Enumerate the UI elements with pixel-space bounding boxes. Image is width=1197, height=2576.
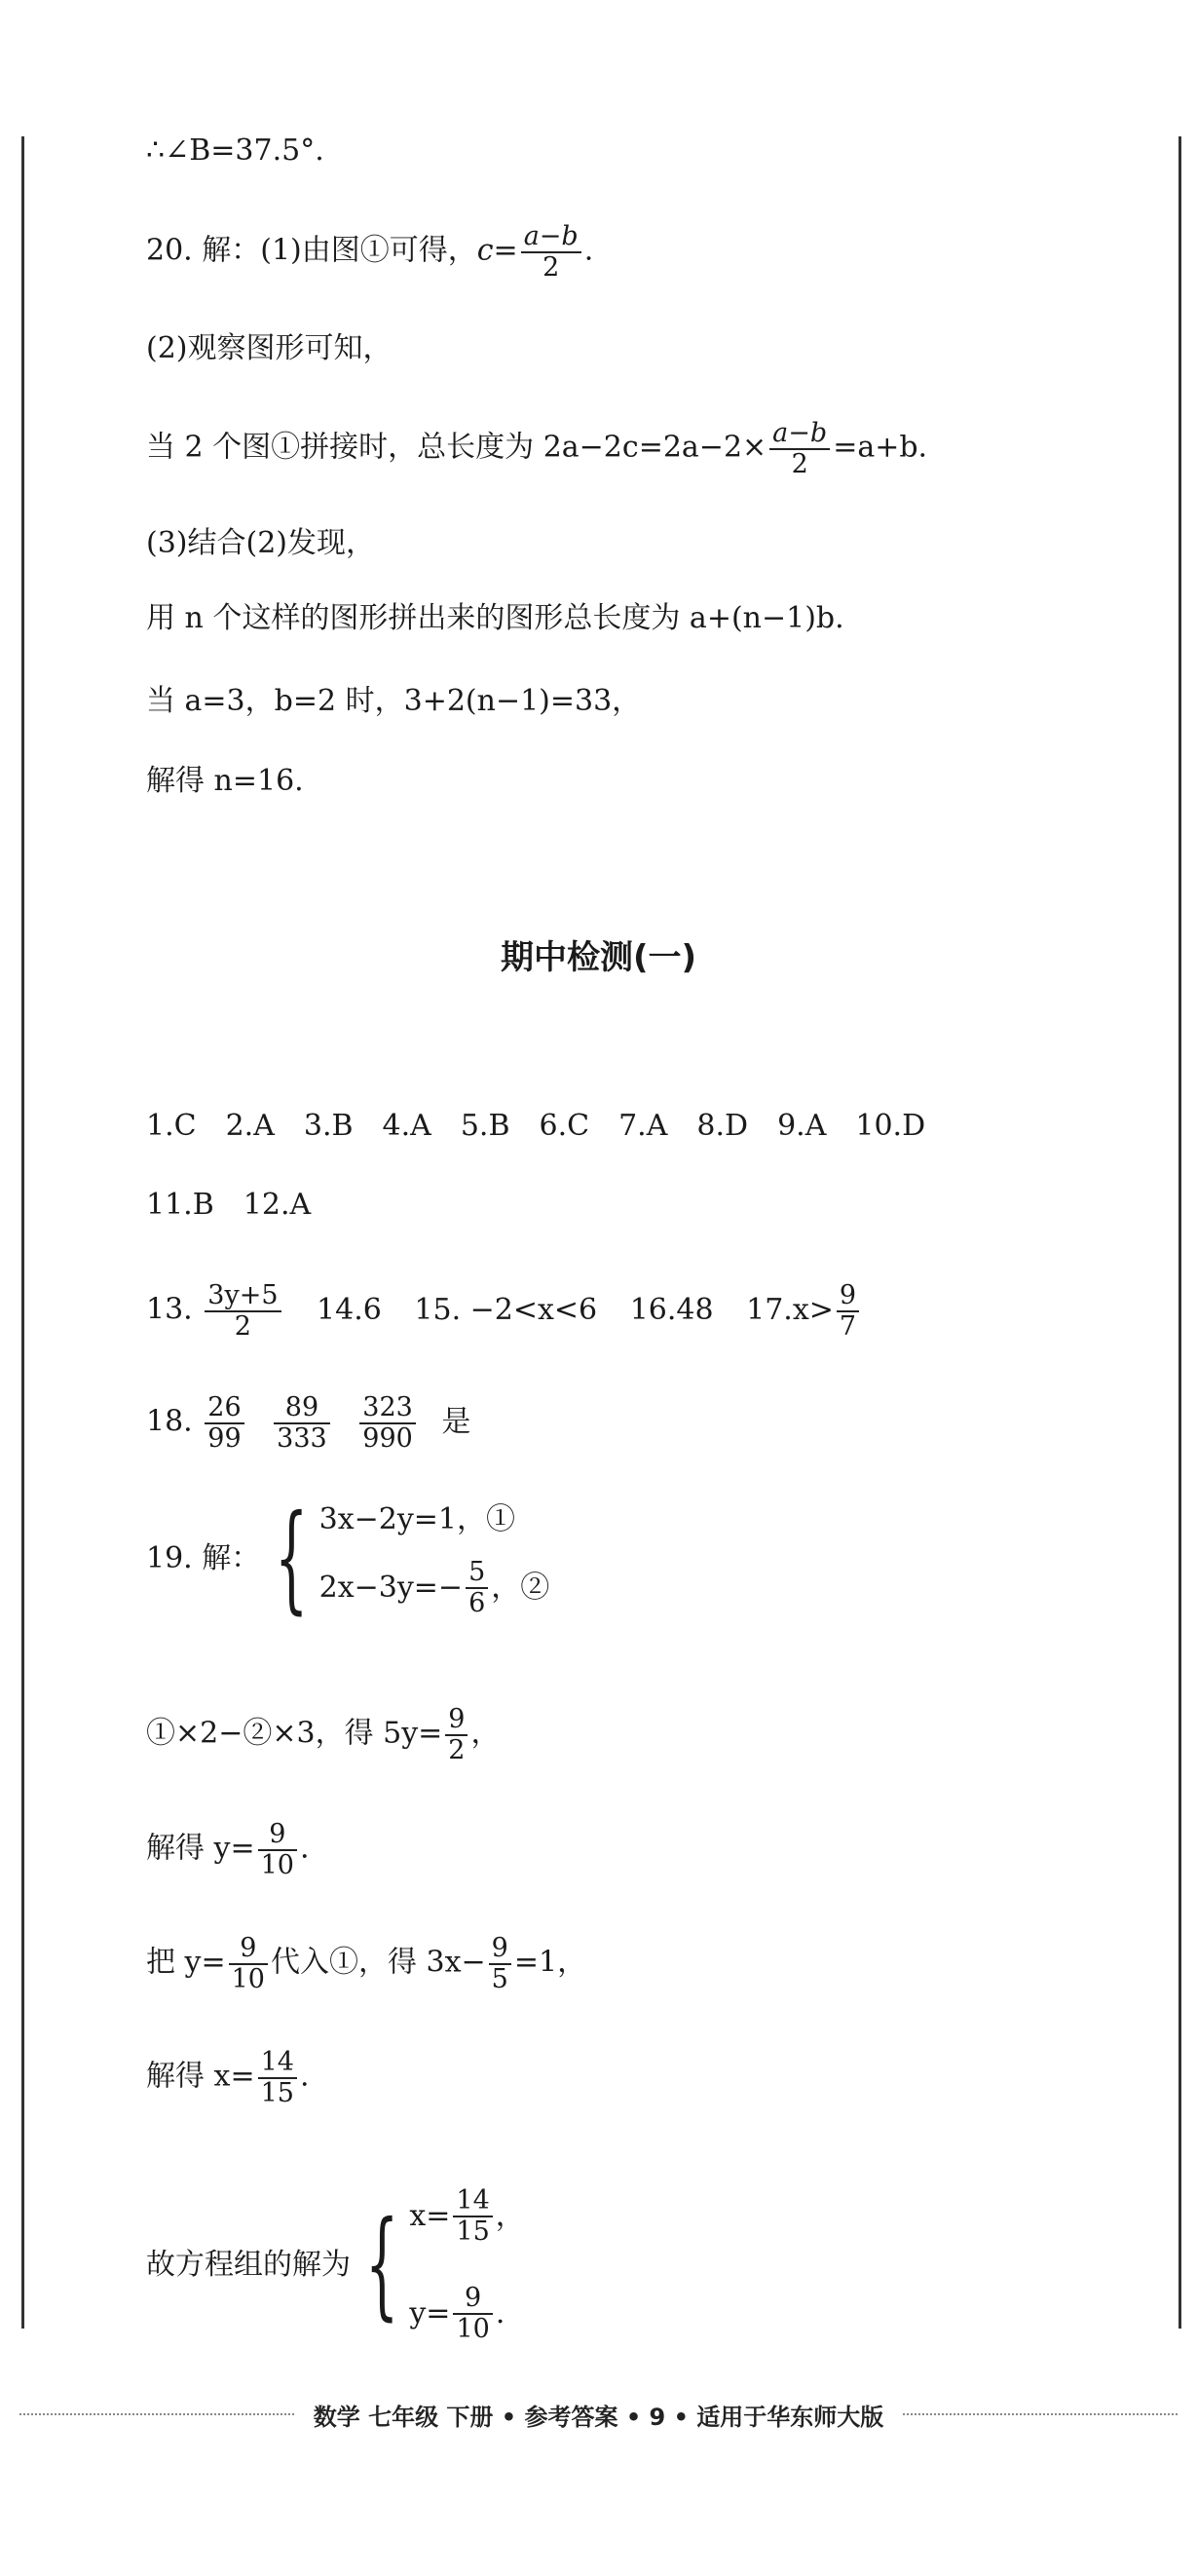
- q20-total-length-line: 当 2 个图①拼接时，总长度为 2a−2c=2a−2× $\frac{a-b}{2}$ =a+b.: [146, 418, 928, 479]
- q19-system: 19. 解： { 3x−2y=1，① 2x−3y=− $\frac{5}{6}$ ，②: [146, 1491, 550, 1626]
- q20-part1-line: 20. 解：(1)由图①可得，c= $\frac{a-b}{2}$ .: [146, 221, 594, 283]
- q19-step2: 解得 y= $\frac{9}{10}$ .: [146, 1819, 310, 1880]
- q20-general-line: 用 n 个这样的图形拼出来的图形总长度为 a+(n−1)b.: [146, 601, 844, 635]
- q20-part3-line: (3)结合(2)发现，: [146, 526, 375, 560]
- q19-solution: 故方程组的解为 { x= $\frac{14}{15}$ ， y= $\frac{9}{10}$ .: [146, 2185, 525, 2344]
- fraction: $\frac{5}{6}$: [466, 1558, 488, 1617]
- fraction: $\frac{89}{333}$: [274, 1393, 330, 1453]
- fraction: $\frac{a-b}{2}$: [769, 419, 830, 478]
- fraction: $\frac{9}{10}$: [229, 1934, 268, 1993]
- q19-step1: ①×2−②×3，得 5y= $\frac{9}{2}$ ，: [146, 1704, 501, 1765]
- fraction: $\frac{3y+5}{2}$: [205, 1281, 281, 1341]
- q18-line: 18. $\frac{26}{99}$ $\frac{89}{333}$ $\frac{323}{990}$ 是: [146, 1392, 471, 1454]
- fraction: $\frac{26}{99}$: [205, 1393, 243, 1453]
- left-brace: {: [364, 2197, 399, 2332]
- footer-text: 数学 七年级 下册 • 参考答案 • 9 • 适用于华东师大版: [313, 2403, 884, 2431]
- fraction: $\frac{9}{10}$: [453, 2284, 492, 2343]
- q20-part2-line: (2)观察图形可知，: [146, 331, 393, 365]
- mc-answers-row1: 1.C 2.A 3.B 4.A 5.B 6.C 7.A 8.D 9.A 10.D: [146, 1109, 926, 1143]
- footer-dotted-rule: [19, 2413, 294, 2415]
- fraction: $\frac{9}{2}$: [445, 1705, 468, 1764]
- q20-answer-line: 解得 n=16.: [146, 764, 304, 798]
- angle-result-line: ∴∠B=37.5°.: [146, 133, 324, 168]
- fraction: $\frac{9}{5}$: [489, 1934, 511, 1993]
- footer-dotted-rule: [903, 2413, 1178, 2415]
- section-title: 期中检测(一): [500, 938, 697, 977]
- q20-substitution-line: 当 a=3，b=2 时，3+2(n−1)=33，: [146, 684, 642, 718]
- left-margin-rule: [21, 136, 24, 2329]
- fraction: $\frac{9}{10}$: [258, 1820, 297, 1879]
- left-brace: {: [275, 1491, 309, 1626]
- q19-step4: 解得 x= $\frac{14}{15}$ .: [146, 2047, 310, 2108]
- fraction: $\frac{a-b}{2}$: [521, 222, 581, 282]
- fraction: $\frac{323}{990}$: [359, 1393, 416, 1453]
- fraction: $\frac{14}{15}$: [258, 2048, 297, 2107]
- q19-step3: 把 y= $\frac{9}{10}$ 代入①，得 3x− $\frac{9}{5}$ =1，: [146, 1933, 587, 1994]
- fraction: $\frac{9}{7}$: [837, 1281, 859, 1341]
- q13-q17-line: 13. $\frac{3y+5}{2}$ 14.6 15. −2<x<6 16.48 17.x> $\frac{9}{7}$: [146, 1281, 862, 1341]
- page-footer: [0, 2395, 1197, 2434]
- right-margin-rule: [1178, 136, 1181, 2329]
- fraction: $\frac{14}{15}$: [453, 2186, 492, 2246]
- mc-answers-row2: 11.B 12.A: [146, 1188, 312, 1222]
